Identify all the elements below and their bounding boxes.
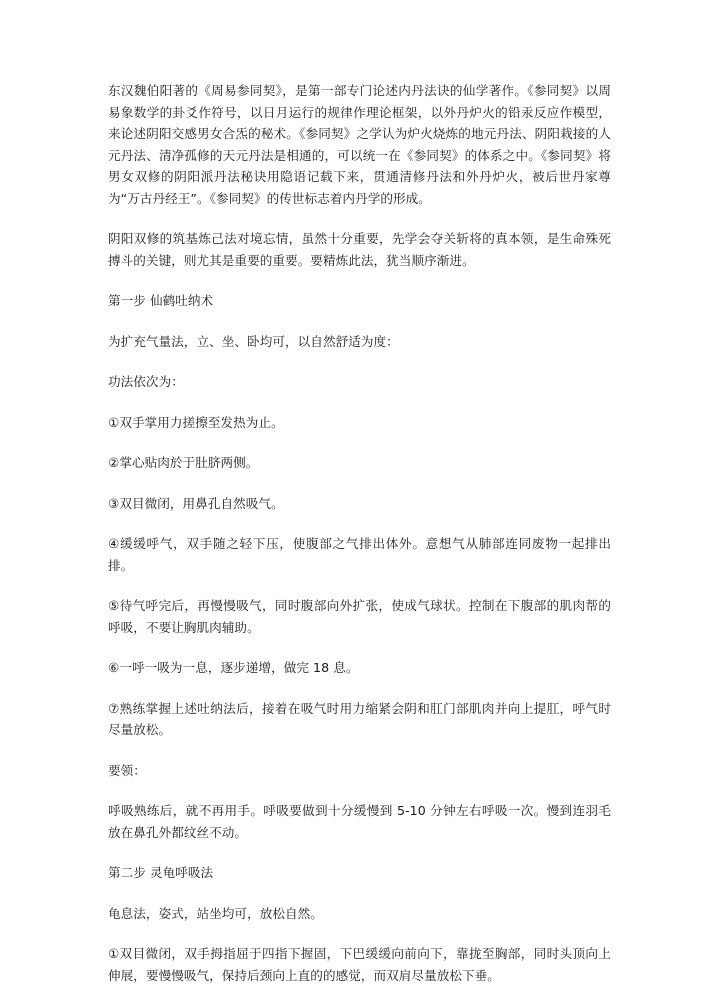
step-one-intro: 为扩充气量法，立、坐、卧均可，以自然舒适为度： [108,333,399,349]
step-two-item-1: ①双目微闭，双手拇指屈于四指下握固，下巴缓缓向前向下，靠拢至胸部，同时头顶向上伸展，要慢慢吸气，保持后颈向上直的的感觉，而双肩尽量放松下垂。 [108,946,611,983]
step-two-intro: 龟息法，姿式，站坐均可，放松自然。 [108,905,323,921]
step-item-3: ③双目微闭，用鼻孔自然吸气。 [108,495,284,511]
step-item-1: ①双手掌用力搓擦至发热为止。 [108,414,284,430]
document-body [108,80,611,986]
step-item-4: ④缓缓呼气，双手随之轻下压，使腹部之气排出体外。意想气从肺部连同废物一起排出排。 [108,536,611,573]
step-item-2: ②掌心贴肉於于肚脐两侧。 [108,455,259,470]
intro-paragraph: 东汉魏伯阳著的《周易参同契》，是第一部专门论述内丹法诀的仙学著作。《参同契》以周易象数学的卦爻作符号，以日月运行的规律作理论框架，以外丹炉火的铅汞反应作模型，来论述阴阳交感男女合炁的秘术。《参同契》之学认为炉火烧炼的地元丹法、阴阳栽接的人元丹法、清净孤修的天元丹法是相通的，可以统一在《参同契》的体系之中。《参同契》将男女双修的阴阳派丹法秘诀用隐语记载下来，贯通清修丹法和外丹炉火，被后世丹家尊为“万古丹经王”。《参同契》的传世标志着内丹学的形成。 [108,83,611,206]
step-two-heading: 第二步 灵龟呼吸法 [108,865,214,880]
step-item-6: ⑥一呼一吸为一息，逐步递增，做完 18 息。 [108,660,359,675]
method-label: 功法依次为： [108,374,184,389]
key-points-label: 要领： [108,762,146,778]
practice-paragraph: 阴阳双修的筑基炼己法对境忘情，虽然十分重要，先学会夺关斩将的真本领，是生命殊死搏斗的关键，则尤其是重要的重要。要精炼此法，犹当顺序渐进。 [108,231,611,268]
key-points-text: 呼吸熟练后，就不再用手。呼吸要做到十分缓慢到 5-10 分钟左右呼吸一次。慢到连羽毛放在鼻孔外都纹丝不动。 [108,803,611,840]
step-item-5: ⑤待气呼完后，再慢慢吸气，同时腹部向外扩张，使成气球状。控制在下腹部的肌肉帮的呼吸，不要让胸肌肉辅助。 [108,598,611,635]
step-item-7: ⑦熟练掌握上述吐纳法后，接着在吸气时用力缩紧会阴和肛门部肌肉并向上提肛，呼气时尽量放松。 [108,700,611,737]
step-one-heading: 第一步 仙鹤吐纳术 [108,293,214,308]
